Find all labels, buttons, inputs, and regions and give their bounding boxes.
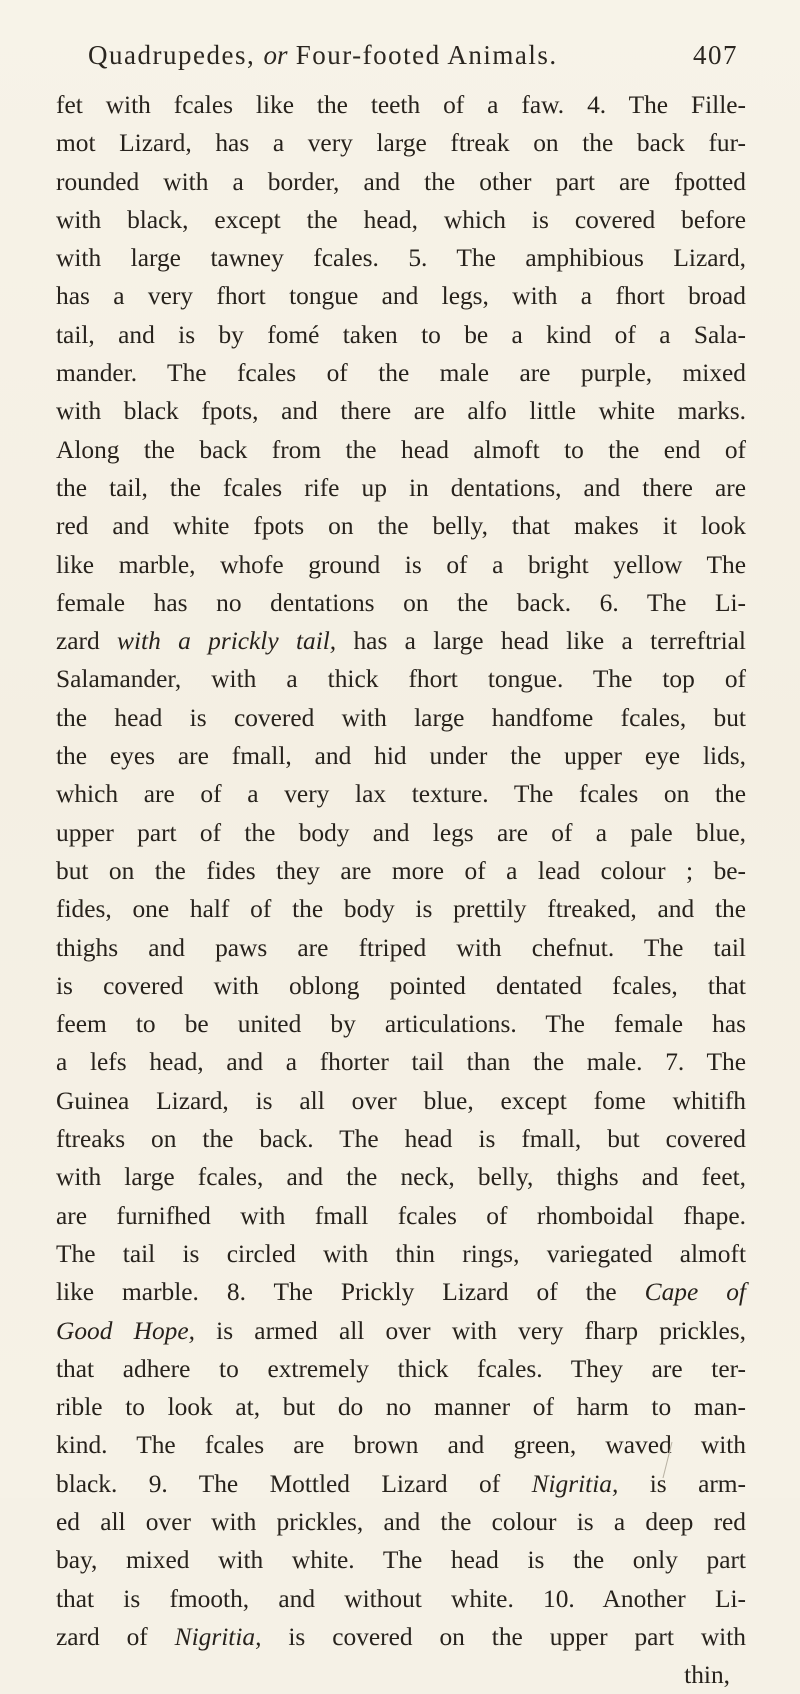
text-segment: Salamander, with a thick fhort tongue. The top of <box>56 665 746 694</box>
text-line <box>56 1618 746 1656</box>
text-segment: rounded with a border, and the other part are fpotted <box>56 167 746 196</box>
text-segment: is covered with oblong pointed dentated fcales, that <box>56 971 746 1000</box>
text-line <box>56 1388 746 1426</box>
text-segment: the eyes are fmall, and hid under the upper eye lids, <box>56 742 746 771</box>
text-line <box>56 1312 746 1350</box>
text-line <box>56 699 746 737</box>
header-title-small-caps: Quadrupedes, <box>88 40 256 70</box>
text-segment: fet with fcales like the teeth of a faw. 4. The Fille- <box>56 91 746 119</box>
text-segment: bay, mixed with white. The head is the only part <box>56 1546 746 1575</box>
italic-text-segment: Nigritia, <box>531 1469 619 1498</box>
running-header <box>88 40 738 71</box>
text-segment: which are of a very lax texture. The fcales on the <box>56 780 746 809</box>
text-segment: zard <box>56 627 118 656</box>
text-segment: fides, one half of the body is prettily ftreaked, and the <box>56 895 746 924</box>
text-line <box>56 1082 746 1120</box>
text-line <box>56 852 746 890</box>
text-segment: like marble. 8. The Prickly Lizard of the <box>56 1278 645 1307</box>
text-line <box>56 431 746 469</box>
italic-text-segment: Good Hope, <box>56 1316 195 1345</box>
page-number: 407 <box>693 40 738 70</box>
italic-text-segment: Nigritia, <box>174 1622 262 1651</box>
text-line <box>56 1273 746 1311</box>
text-line <box>56 737 746 775</box>
text-segment: rible to look at, but do no manner of harm to man- <box>56 1393 746 1422</box>
text-line <box>56 1197 746 1235</box>
text-line <box>56 1235 746 1273</box>
text-segment: ftreaks on the back. The head is fmall, but covered <box>56 1125 746 1154</box>
italic-text-segment: with a prickly tail, <box>117 627 337 656</box>
text-segment: with large fcales, and the neck, belly, thighs and feet, <box>56 1163 746 1192</box>
text-line <box>56 584 746 622</box>
header-title-rest: Four-footed Animals. <box>295 40 558 70</box>
text-segment: has a large head like a terreftrial <box>336 627 746 656</box>
text-line <box>56 201 746 239</box>
text-line <box>56 929 746 967</box>
text-segment: has a very fhort tongue and legs, with a fhort broad <box>56 282 746 311</box>
text-segment: the head is covered with large handfome fcales, but <box>56 703 746 732</box>
text-segment: upper part of the body and legs are of a pale blue, <box>56 818 746 847</box>
text-segment: mot Lizard, has a very large ftreak on the back fur- <box>56 129 746 158</box>
text-segment: with black, except the head, which is covered before <box>56 205 746 234</box>
text-line <box>56 967 746 1005</box>
text-line <box>56 622 746 660</box>
text-segment: are furnifhed with fmall fcales of rhomboidal fhape. <box>56 1201 746 1230</box>
text-segment: kind. The fcales are brown and green, waved with <box>56 1431 746 1460</box>
text-line <box>56 86 746 124</box>
text-line <box>56 469 746 507</box>
text-line <box>56 1656 746 1694</box>
text-line <box>56 163 746 201</box>
text-line <box>56 1465 746 1503</box>
text-segment: but on the fides they are more of a lead colour ; be- <box>56 856 746 885</box>
text-line <box>56 277 746 315</box>
text-line <box>56 1120 746 1158</box>
text-line <box>56 890 746 928</box>
text-segment: is arm- <box>618 1469 746 1498</box>
text-segment: with large tawney fcales. 5. The amphibious Lizard, <box>56 244 746 273</box>
text-segment: thighs and paws are ftriped with chefnut. The tail <box>56 933 746 962</box>
text-segment: mander. The fcales of the male are purple, mixed <box>56 359 746 388</box>
text-segment: tail, and is by fomé taken to be a kind of a Sala- <box>56 320 746 349</box>
text-line <box>56 507 746 545</box>
text-line <box>56 1005 746 1043</box>
text-line <box>56 1541 746 1579</box>
text-line <box>56 1158 746 1196</box>
text-segment: feem to be united by articulations. The female has <box>56 1010 746 1039</box>
text-segment: ed all over with prickles, and the colour is a deep red <box>56 1507 746 1536</box>
text-segment: Guinea Lizard, is all over blue, except fome whitifh <box>56 1086 746 1115</box>
text-segment: black. 9. The Mottled Lizard of <box>56 1469 532 1498</box>
ink-mark <box>660 1440 674 1480</box>
body-text <box>56 86 746 1694</box>
text-line <box>56 1503 746 1541</box>
text-segment: Along the back from the head almoft to the end of <box>56 435 746 464</box>
text-segment: red and white fpots on the belly, that makes it look <box>56 512 746 541</box>
text-segment: is armed all over with very fharp prickles, <box>194 1316 746 1345</box>
text-segment: with black fpots, and there are alfo little white marks. <box>56 397 746 426</box>
text-segment: a lefs head, and a fhorter tail than the male. 7. The <box>56 1048 746 1077</box>
text-line <box>56 316 746 354</box>
text-line <box>56 392 746 430</box>
text-segment: that adhere to extremely thick fcales. They are ter- <box>56 1354 746 1383</box>
text-line <box>56 660 746 698</box>
text-line <box>56 814 746 852</box>
text-line <box>56 546 746 584</box>
text-segment: like marble, whofe ground is of a bright yellow The <box>56 550 746 579</box>
text-segment: is covered on the upper part with <box>261 1622 746 1651</box>
text-segment: female has no dentations on the back. 6. The Li- <box>56 588 746 617</box>
text-line <box>56 1580 746 1618</box>
text-line <box>56 1426 746 1464</box>
italic-text-segment: Cape of <box>644 1278 746 1307</box>
text-line <box>56 1350 746 1388</box>
text-segment: The tail is circled with thin rings, variegated almoft <box>56 1239 746 1268</box>
header-title-or: or <box>263 40 288 70</box>
text-line <box>56 1043 746 1081</box>
text-line <box>56 775 746 813</box>
text-line <box>56 239 746 277</box>
text-line <box>56 354 746 392</box>
text-segment: thin, <box>684 1661 730 1690</box>
text-segment: zard of <box>56 1622 175 1651</box>
text-segment: that is fmooth, and without white. 10. Another Li- <box>56 1584 746 1613</box>
text-segment: the tail, the fcales rife up in dentations, and there are <box>56 473 746 502</box>
text-line <box>56 124 746 162</box>
